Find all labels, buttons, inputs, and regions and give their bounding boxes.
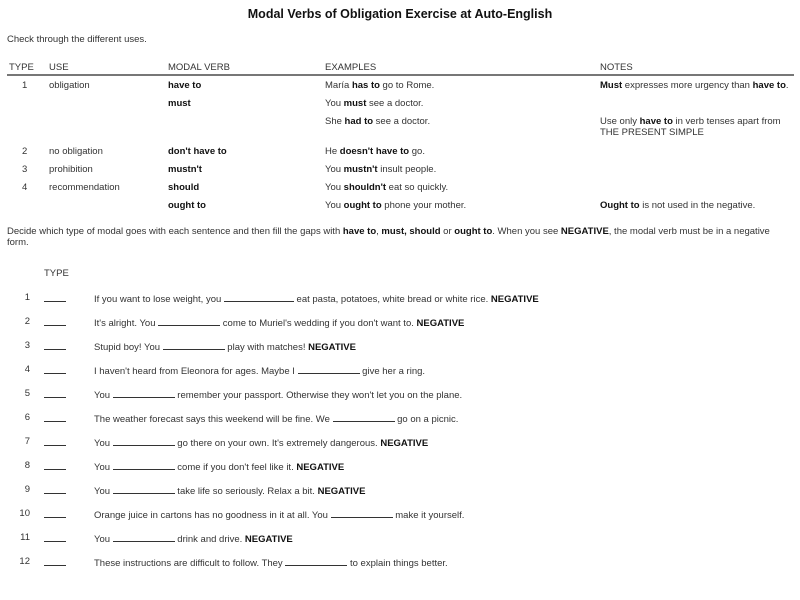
row-example: She had to see a doctor. <box>325 116 431 127</box>
item-sentence: You go there on your own. It's extremely dangerous. NEGATIVE <box>94 438 429 449</box>
item-number: 6 <box>24 412 30 423</box>
header-type: TYPE <box>9 62 34 73</box>
answer-gap[interactable] <box>158 316 220 326</box>
item-sentence: The weather forecast says this weekend will be fine. We go on a picnic. <box>94 414 459 425</box>
answer-gap[interactable] <box>333 412 395 422</box>
row-modal: ought to <box>168 200 206 211</box>
type-blank[interactable] <box>44 364 66 374</box>
exercise-instructions: Decide which type of modal goes with each sentence and then fill the gaps with have to, must, should or ought to. When you see NEGATIVE, the modal verb must be in a negative form. <box>7 226 770 248</box>
answer-gap[interactable] <box>224 292 294 302</box>
exercise-item <box>0 316 800 330</box>
type-blank[interactable] <box>44 532 66 542</box>
item-sentence: You drink and drive. NEGATIVE <box>94 534 293 545</box>
exercise-item <box>0 556 800 570</box>
type-blank[interactable] <box>44 508 66 518</box>
exercise-item <box>0 412 800 426</box>
header-examples: EXAMPLES <box>325 62 377 73</box>
answer-gap[interactable] <box>113 484 175 494</box>
answer-gap[interactable] <box>113 460 175 470</box>
exercise-item <box>0 364 800 378</box>
item-sentence: These instructions are difficult to follow. They to explain things better. <box>94 558 448 569</box>
intro-text: Check through the different uses. <box>7 34 147 45</box>
row-modal: don't have to <box>168 146 227 157</box>
item-sentence: You come if you don't feel like it. NEGATIVE <box>94 462 345 473</box>
row-type: 1 <box>22 80 28 91</box>
row-modal: should <box>168 182 200 193</box>
type-blank[interactable] <box>44 412 66 422</box>
exercise-item <box>0 292 800 306</box>
item-number: 10 <box>19 508 30 519</box>
exercise-item <box>0 508 800 522</box>
type-blank[interactable] <box>44 484 66 494</box>
item-sentence: It's alright. You come to Muriel's wedding if you don't want to. NEGATIVE <box>94 318 465 329</box>
answer-gap[interactable] <box>113 532 175 542</box>
item-sentence: You remember your passport. Otherwise they won't let you on the plane. <box>94 390 463 401</box>
row-example: You shouldn't eat so quickly. <box>325 182 449 193</box>
row-modal: must <box>168 98 191 109</box>
item-sentence: You take life so seriously. Relax a bit. NEGATIVE <box>94 486 366 497</box>
row-use: recommendation <box>49 182 120 193</box>
answer-gap[interactable] <box>285 556 347 566</box>
item-number: 2 <box>24 316 30 327</box>
answer-gap[interactable] <box>331 508 393 518</box>
type-blank[interactable] <box>44 460 66 470</box>
answer-gap[interactable] <box>113 388 175 398</box>
type-blank[interactable] <box>44 556 66 566</box>
row-type: 4 <box>22 182 28 193</box>
row-modal: have to <box>168 80 202 91</box>
answer-gap[interactable] <box>113 436 175 446</box>
row-note: Must expresses more urgency than have to. <box>600 80 789 91</box>
row-use: no obligation <box>49 146 103 157</box>
header-use: USE <box>49 62 69 73</box>
header-divider <box>7 74 794 76</box>
item-sentence: I haven't heard from Eleonora for ages. Maybe I give her a ring. <box>94 366 426 377</box>
type-blank[interactable] <box>44 436 66 446</box>
row-type: 2 <box>22 146 28 157</box>
exercise-item <box>0 340 800 354</box>
item-number: 5 <box>24 388 30 399</box>
type-blank[interactable] <box>44 340 66 350</box>
item-number: 3 <box>24 340 30 351</box>
exercise-item <box>0 484 800 498</box>
row-use: obligation <box>49 80 90 91</box>
type-blank[interactable] <box>44 388 66 398</box>
item-number: 7 <box>24 436 30 447</box>
row-example: You mustn't insult people. <box>325 164 437 175</box>
exercise-item <box>0 388 800 402</box>
row-example: You must see a doctor. <box>325 98 424 109</box>
header-notes: NOTES <box>600 62 633 73</box>
row-type: 3 <box>22 164 28 175</box>
exercise-item <box>0 460 800 474</box>
row-example: María has to go to Rome. <box>325 80 435 91</box>
type-blank[interactable] <box>44 292 66 302</box>
row-example: You ought to phone your mother. <box>325 200 467 211</box>
answer-gap[interactable] <box>298 364 360 374</box>
row-note: Ought to is not used in the negative. <box>600 200 756 211</box>
item-number: 8 <box>24 460 30 471</box>
type-blank[interactable] <box>44 316 66 326</box>
page-title: Modal Verbs of Obligation Exercise at Auto-English <box>247 7 553 21</box>
item-number: 9 <box>24 484 30 495</box>
answer-gap[interactable] <box>163 340 225 350</box>
exercise-type-header: TYPE <box>44 268 69 279</box>
item-number: 12 <box>19 556 30 567</box>
header-modal-verb: MODAL VERB <box>168 62 230 73</box>
row-example: He doesn't have to go. <box>325 146 425 157</box>
item-sentence: Stupid boy! You play with matches! NEGATIVE <box>94 342 356 353</box>
item-sentence: Orange juice in cartons has no goodness in it at all. You make it yourself. <box>94 510 465 521</box>
row-note: Use only have to in verb tenses apart from THE PRESENT SIMPLE <box>600 116 781 138</box>
item-number: 4 <box>24 364 30 375</box>
exercise-item <box>0 532 800 546</box>
row-modal: mustn't <box>168 164 202 175</box>
row-use: prohibition <box>49 164 93 175</box>
exercise-item <box>0 436 800 450</box>
item-number: 1 <box>24 292 30 303</box>
item-sentence: If you want to lose weight, you eat pasta, potatoes, white bread or white rice. NEGATIVE <box>94 294 539 305</box>
item-number: 11 <box>20 532 30 543</box>
